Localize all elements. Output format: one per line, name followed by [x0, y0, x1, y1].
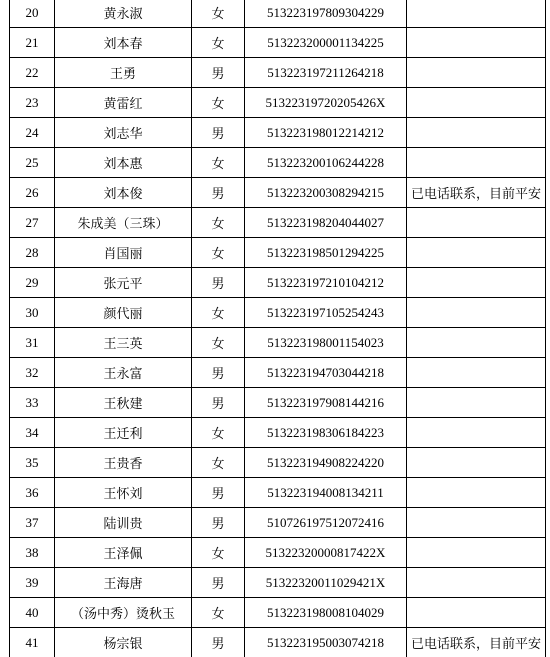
row-number: 27: [10, 208, 55, 238]
remark: 已电话联系，目前平安: [407, 178, 546, 208]
row-number: 26: [10, 178, 55, 208]
row-number: 22: [10, 58, 55, 88]
person-name: 王永富: [55, 358, 192, 388]
row-number: 33: [10, 388, 55, 418]
id-number: 513223197211264218: [245, 58, 407, 88]
remark: [407, 358, 546, 388]
table-row: [10, 28, 546, 58]
person-name: 黄雷红: [55, 88, 192, 118]
person-name: 朱成美（三珠）: [55, 208, 192, 238]
table-row: [10, 298, 546, 328]
person-name: 黄永淑: [55, 0, 192, 28]
remark: [407, 58, 546, 88]
id-number: 513223198306184223: [245, 418, 407, 448]
id-number: 513223197809304229: [245, 0, 407, 28]
id-number: 513223197908144216: [245, 388, 407, 418]
person-sex: 女: [192, 28, 245, 58]
remark: [407, 568, 546, 598]
row-number: 28: [10, 238, 55, 268]
id-number: 51322319720205426X: [245, 88, 407, 118]
id-number: 513223200001134225: [245, 28, 407, 58]
person-name: 王贵香: [55, 448, 192, 478]
id-number: 513223198001154023: [245, 328, 407, 358]
table-row: [10, 148, 546, 178]
person-sex: 女: [192, 208, 245, 238]
person-sex: 男: [192, 118, 245, 148]
table-row: [10, 538, 546, 568]
remark: [407, 118, 546, 148]
person-sex: 男: [192, 268, 245, 298]
person-sex: 男: [192, 58, 245, 88]
person-sex: 男: [192, 388, 245, 418]
person-sex: 女: [192, 598, 245, 628]
person-name: 杨宗银: [55, 628, 192, 657]
person-name: 王三英: [55, 328, 192, 358]
row-number: 31: [10, 328, 55, 358]
person-sex: 女: [192, 148, 245, 178]
id-number: 513223194703044218: [245, 358, 407, 388]
table-row: [10, 508, 546, 538]
person-name: 王海唐: [55, 568, 192, 598]
row-number: 29: [10, 268, 55, 298]
roster-table: [9, 0, 546, 657]
person-sex: 女: [192, 238, 245, 268]
table-row: [10, 598, 546, 628]
table-row: [10, 358, 546, 388]
roster-body: [10, 0, 546, 657]
remark: [407, 28, 546, 58]
id-number: 513223200308294215: [245, 178, 407, 208]
id-number: 513223197105254243: [245, 298, 407, 328]
remark: [407, 268, 546, 298]
person-sex: 男: [192, 628, 245, 657]
table-row: [10, 328, 546, 358]
id-number: 513223194908224220: [245, 448, 407, 478]
row-number: 21: [10, 28, 55, 58]
row-number: 20: [10, 0, 55, 28]
table-row: [10, 388, 546, 418]
remark: [407, 598, 546, 628]
row-number: 37: [10, 508, 55, 538]
remark: [407, 148, 546, 178]
table-row: [10, 628, 546, 657]
person-name: 刘本惠: [55, 148, 192, 178]
person-sex: 女: [192, 0, 245, 28]
row-number: 38: [10, 538, 55, 568]
person-sex: 男: [192, 508, 245, 538]
remark: [407, 238, 546, 268]
table-row: [10, 568, 546, 598]
person-sex: 男: [192, 568, 245, 598]
table-row: [10, 178, 546, 208]
person-sex: 女: [192, 538, 245, 568]
table-row: [10, 268, 546, 298]
id-number: 513223198204044027: [245, 208, 407, 238]
table-row: [10, 0, 546, 28]
id-number: 510726197512072416: [245, 508, 407, 538]
person-sex: 女: [192, 298, 245, 328]
row-number: 35: [10, 448, 55, 478]
row-number: 34: [10, 418, 55, 448]
id-number: 51322320011029421X: [245, 568, 407, 598]
id-number: 513223200106244228: [245, 148, 407, 178]
id-number: 513223195003074218: [245, 628, 407, 657]
table-row: [10, 478, 546, 508]
person-sex: 男: [192, 178, 245, 208]
person-name: 刘本春: [55, 28, 192, 58]
row-number: 41: [10, 628, 55, 657]
remark: [407, 88, 546, 118]
id-number: 513223197210104212: [245, 268, 407, 298]
remark: [407, 208, 546, 238]
table-row: [10, 58, 546, 88]
remark: [407, 448, 546, 478]
table-row: [10, 118, 546, 148]
person-name: 王泽佩: [55, 538, 192, 568]
person-name: 王勇: [55, 58, 192, 88]
id-number: 51322320000817422X: [245, 538, 407, 568]
row-number: 30: [10, 298, 55, 328]
remark: [407, 478, 546, 508]
person-sex: 女: [192, 418, 245, 448]
person-sex: 男: [192, 358, 245, 388]
remark: [407, 0, 546, 28]
row-number: 36: [10, 478, 55, 508]
row-number: 32: [10, 358, 55, 388]
table-row: [10, 238, 546, 268]
table-row: [10, 208, 546, 238]
person-sex: 女: [192, 448, 245, 478]
person-name: 王秋建: [55, 388, 192, 418]
remark: [407, 508, 546, 538]
id-number: 513223198501294225: [245, 238, 407, 268]
row-number: 39: [10, 568, 55, 598]
remark: [407, 328, 546, 358]
person-sex: 女: [192, 328, 245, 358]
remark: [407, 388, 546, 418]
person-name: （汤中秀）烫秋玉: [55, 598, 192, 628]
person-name: 张元平: [55, 268, 192, 298]
person-sex: 男: [192, 478, 245, 508]
table-row: [10, 448, 546, 478]
person-name: 王迁利: [55, 418, 192, 448]
row-number: 23: [10, 88, 55, 118]
person-sex: 女: [192, 88, 245, 118]
person-name: 肖国丽: [55, 238, 192, 268]
person-name: 刘本俊: [55, 178, 192, 208]
person-name: 王怀刘: [55, 478, 192, 508]
person-name: 刘志华: [55, 118, 192, 148]
remark: [407, 538, 546, 568]
remark: [407, 298, 546, 328]
id-number: 513223194008134211: [245, 478, 407, 508]
table-row: [10, 418, 546, 448]
person-name: 陆训贵: [55, 508, 192, 538]
id-number: 513223198008104029: [245, 598, 407, 628]
row-number: 40: [10, 598, 55, 628]
table-row: [10, 88, 546, 118]
id-number: 513223198012214212: [245, 118, 407, 148]
person-name: 颜代丽: [55, 298, 192, 328]
remark: 已电话联系，目前平安: [407, 628, 546, 657]
remark: [407, 418, 546, 448]
row-number: 25: [10, 148, 55, 178]
row-number: 24: [10, 118, 55, 148]
